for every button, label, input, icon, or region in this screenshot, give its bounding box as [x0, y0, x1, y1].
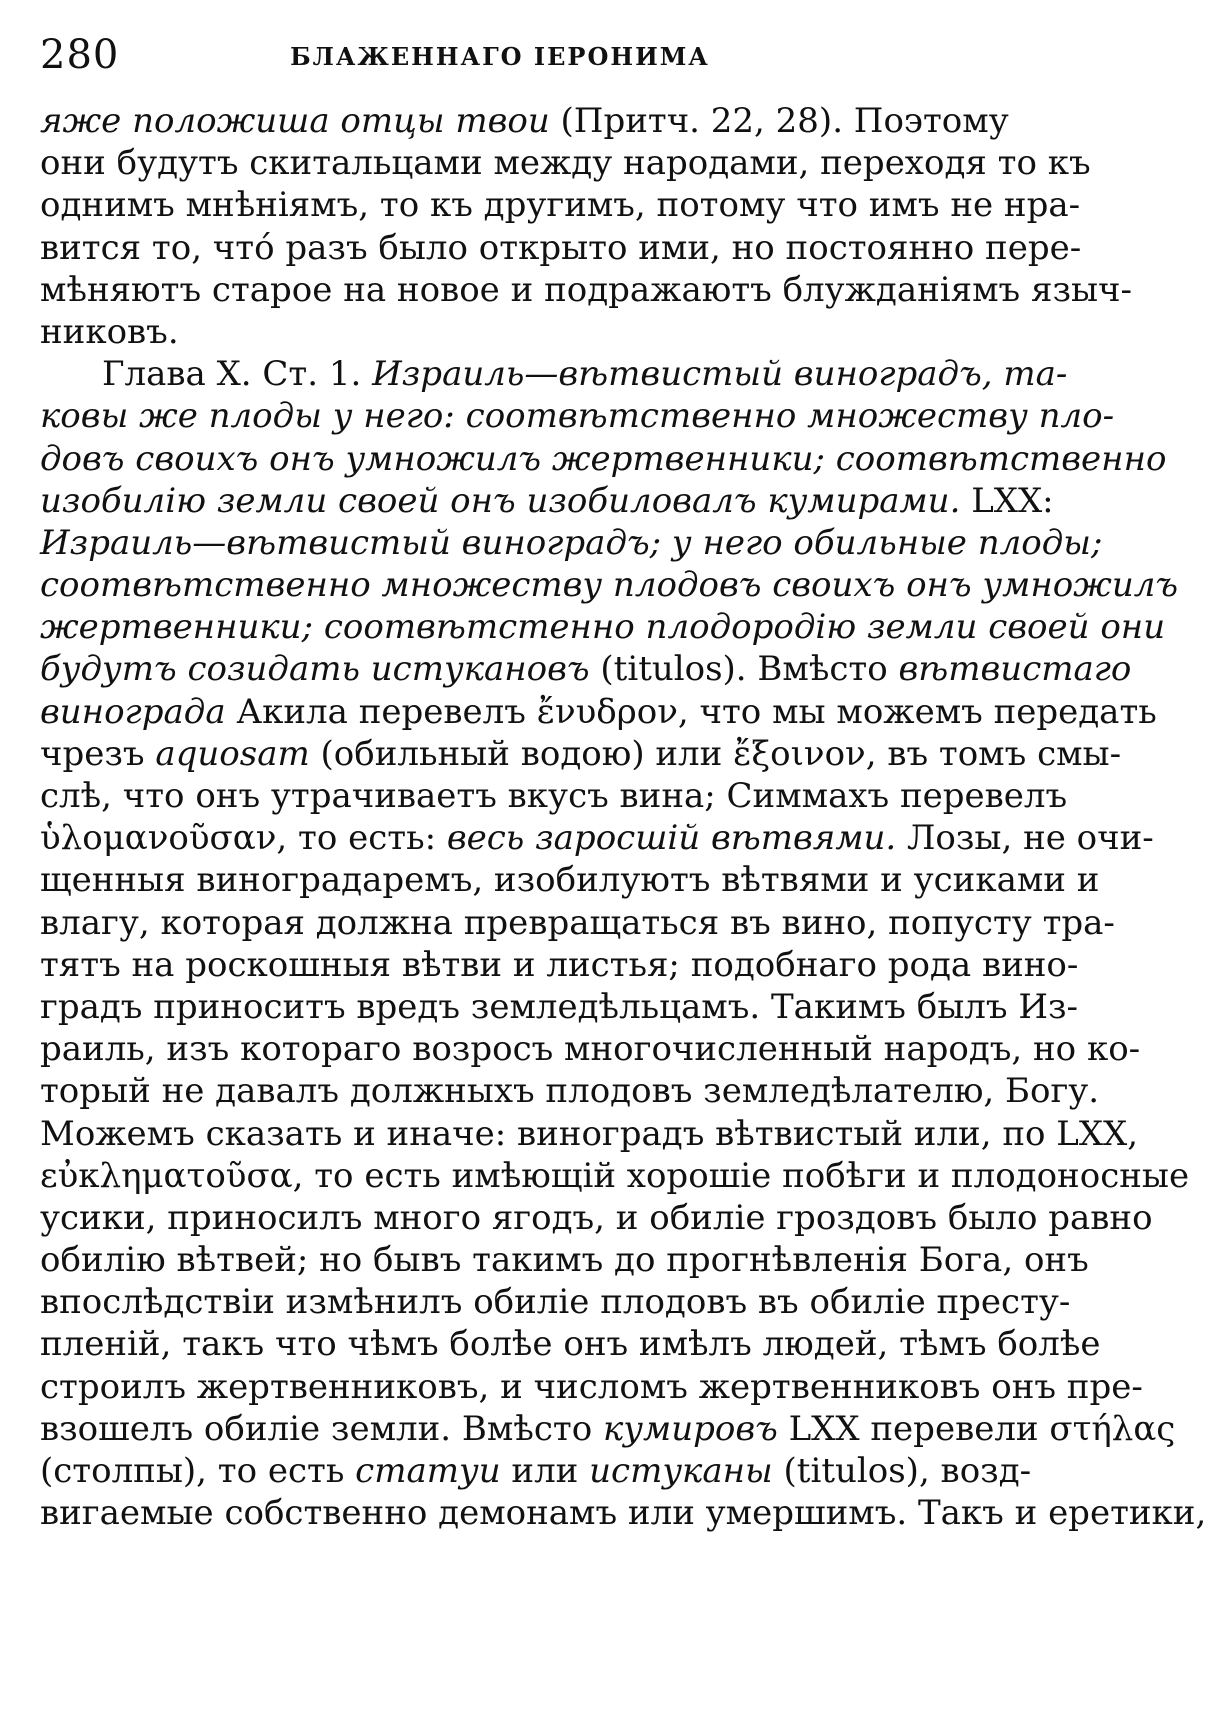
text-line: винограда Акила перевелъ ἔνυδρον, что мы можемъ передать: [40, 691, 1157, 732]
text-line: они будутъ скитальцами между народами, переходя то къ: [40, 143, 1091, 184]
text-line: (столпы), то есть статуи или истуканы (titulos), возд-: [40, 1451, 1032, 1491]
text-line: никовъ.: [40, 311, 179, 352]
text-line: Глава X. Ст. 1. Израиль—вѣтвистый виноградъ, та-: [102, 354, 1068, 395]
text-line: жертвенники; соотвѣтстенно плодородію земли своей они: [40, 607, 1166, 648]
text-line: будутъ созидать истукановъ (titulos). Вмѣсто вѣтвистаго: [40, 649, 1132, 690]
text-line: довъ своихъ онъ умножилъ жертвенники; соотвѣтственно: [40, 438, 1167, 479]
text-line: обилію вѣтвей; но бывъ такимъ до прогнѣвленія Бога, онъ: [40, 1240, 1089, 1281]
text-line: влагу, которая должна превращаться въ вино, попусту тра-: [40, 902, 1115, 943]
text-line: вигаемые собственно демонамъ или умершимъ. Такъ и еретики,: [40, 1493, 1206, 1534]
text-line: изобилію земли своей онъ изобиловалъ кумирами. LXX:: [40, 480, 1054, 521]
text-line: однимъ мнѣніямъ, то къ другимъ, потому что имъ не нра-: [40, 185, 1081, 226]
text-line: строилъ жертвенниковъ, и числомъ жертвенниковъ онъ пре-: [40, 1366, 1143, 1407]
text-line: пленій, такъ что чѣмъ болѣе онъ имѣлъ людей, тѣмъ болѣе: [40, 1324, 1101, 1365]
text-line: чрезъ aquosam (обильный водою) или ἔξοινον, въ томъ смы-: [40, 733, 1122, 774]
text-line: усики, приносилъ много ягодъ, и обиліе гроздовъ было равно: [40, 1197, 1153, 1238]
page-header: [40, 32, 960, 82]
page-number: 280: [40, 32, 120, 78]
running-title: БЛАЖЕННАГО ІЕРОНИМА: [290, 42, 710, 71]
text-line: Израиль—вѣтвистый виноградъ; у него обильные плоды;: [40, 522, 1103, 563]
text-line: впослѣдствіи измѣнилъ обиліе плодовъ въ обиліе престу-: [40, 1282, 1071, 1323]
text-line: тятъ на роскошныя вѣтви и листья; подобнаго рода вино-: [40, 944, 1079, 985]
body-text: [40, 100, 1206, 1534]
text-line: εὐκληματοῦσα, то есть имѣющій хорошіе побѣги и плодоносные: [40, 1155, 1190, 1196]
text-line: Можемъ сказать и иначе: виноградъ вѣтвистый или, по LXX,: [40, 1113, 1139, 1154]
text-line: взошелъ обиліе земли. Вмѣсто кумировъ LXX перевели στήλας: [40, 1408, 1176, 1449]
text-line: щенныя виноградаремъ, изобилуютъ вѣтвями и усиками и: [40, 860, 1100, 901]
text-line: соотвѣтственно множеству плодовъ своихъ онъ умножилъ: [40, 565, 1179, 606]
text-line: торый не давалъ должныхъ плодовъ земледѣлателю, Богу.: [40, 1071, 1100, 1112]
text-line: слѣ, что онъ утрачиваетъ вкусъ вина; Симмахъ перевелъ: [40, 776, 1068, 816]
text-line: ὑλομανοῦσαν, то есть: весь заросшій вѣтвями. Лозы, не очи-: [40, 818, 1154, 859]
text-line: градъ приноситъ вредъ земледѣльцамъ. Такимъ былъ Из-: [40, 986, 1078, 1027]
text-line: яже положиша отцы твои (Притч. 22, 28). Поэтому: [40, 101, 1009, 141]
text-line: мѣняютъ старое на новое и подражаютъ блужданіямъ языч-: [40, 269, 1133, 310]
text-line: ковы же плоды у него: соотвѣтственно множеству пло-: [40, 396, 1115, 437]
text-line: вится то, чтó разъ было открыто ими, но постоянно пере-: [40, 227, 1082, 268]
text-line: раиль, изъ котораго возросъ многочисленный народъ, но ко-: [40, 1029, 1141, 1070]
